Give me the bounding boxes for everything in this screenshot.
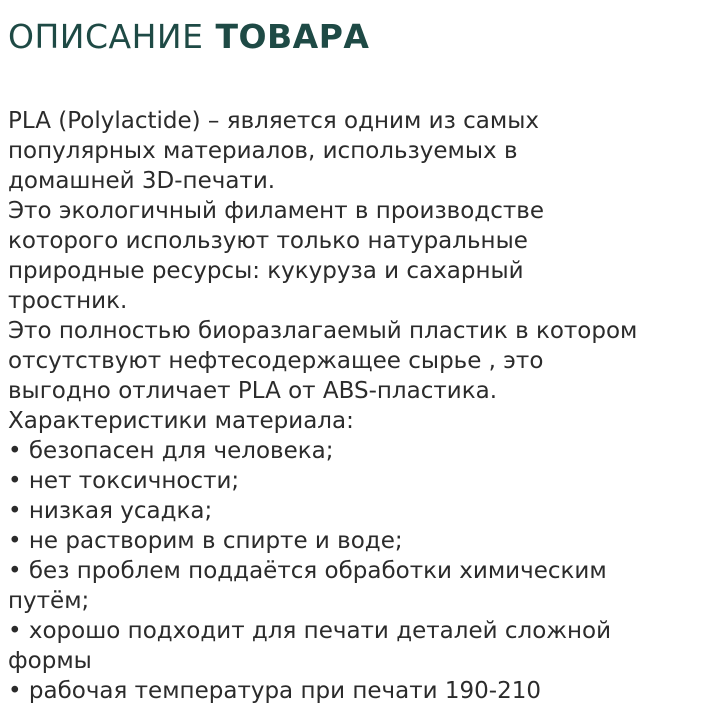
description-line: путём; xyxy=(8,588,90,614)
description-line: Это полностью биоразлагаемый пластик в котором xyxy=(8,318,638,344)
product-description-text xyxy=(8,106,700,706)
description-line: отсутствуют нефтесодержащее сырье , это xyxy=(8,348,544,374)
description-line: • хорошо подходит для печати деталей сложной xyxy=(8,618,612,644)
description-line: • не растворим в спирте и воде; xyxy=(8,528,403,554)
description-line: • низкая усадка; xyxy=(8,498,213,524)
description-line: • без проблем поддаётся обработки химическим xyxy=(8,558,607,584)
description-line: • рабочая температура при печати 190-210 xyxy=(8,678,541,704)
section-title xyxy=(8,17,369,57)
description-line: • безопасен для человека; xyxy=(8,438,334,464)
description-line: выгодно отличает PLA от ABS-пластика. xyxy=(8,378,498,404)
section-title-bold: ТОВАРА xyxy=(215,17,370,56)
description-line: PLA (Polylactide) – является одним из самых xyxy=(8,108,539,134)
description-line: • нет токсичности; xyxy=(8,468,240,494)
section-title-light: ОПИСАНИЕ xyxy=(8,17,204,56)
description-line: природные ресурсы: кукуруза и сахарный xyxy=(8,258,524,284)
description-line: домашней 3D-печати. xyxy=(8,168,276,194)
description-line: которого используют только натуральные xyxy=(8,228,528,254)
description-line: Это экологичный филамент в производстве xyxy=(8,198,544,224)
description-line: Характеристики материала: xyxy=(8,408,354,434)
description-line: тростник. xyxy=(8,288,128,314)
description-line: популярных материалов, используемых в xyxy=(8,138,518,164)
description-line: формы xyxy=(8,648,92,674)
